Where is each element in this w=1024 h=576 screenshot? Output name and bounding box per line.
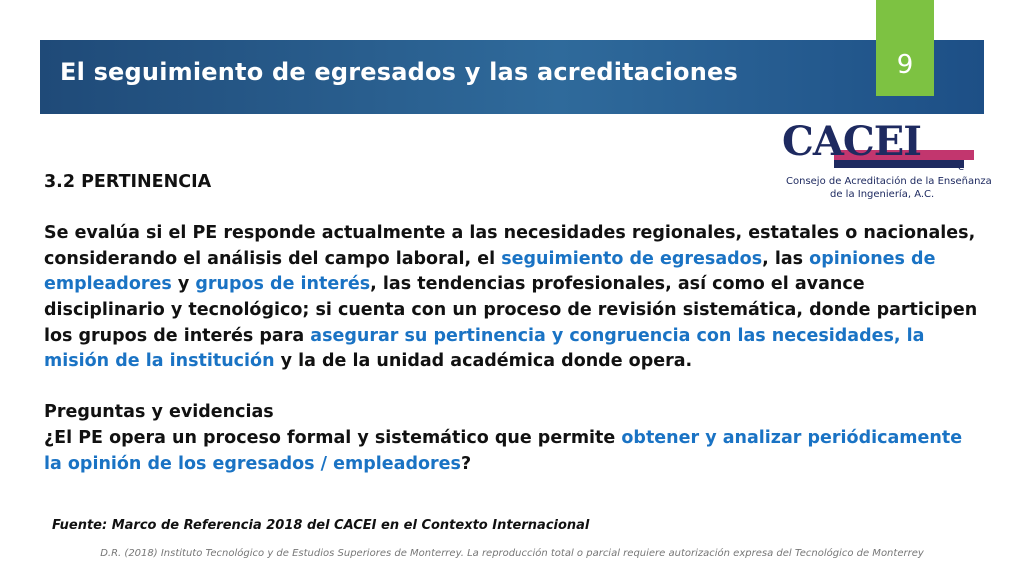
source-note: Fuente: Marco de Referencia 2018 del CACEI en el Contexto Internacional xyxy=(52,518,590,533)
logo-tagline-2: de la Ingeniería, A.C. xyxy=(830,189,935,200)
para-text-1: Se evalúa si el PE responde actualmente a las necesidades regionales, estatales o nacionales, considerando el análisis del campo laboral, el xyxy=(44,223,976,269)
logo-suffix: e xyxy=(958,162,965,173)
para-highlight-empleadores: opiniones de empleadores xyxy=(44,248,936,295)
question-paragraph xyxy=(44,426,984,477)
questions-heading: Preguntas y evidencias xyxy=(44,402,274,423)
logo-tagline-1: Consejo de Acreditación de la Enseñanza xyxy=(786,176,992,187)
page-number: 9 xyxy=(896,50,914,80)
para-text-4: , las tendencias profesionales, así como el avance disciplinario y tecnológico; si cuenta con un proceso de revisión sistemática, donde participen los grupos de interés para xyxy=(44,274,978,346)
para-text-2: , las xyxy=(762,248,810,269)
para-highlight-seguimiento: seguimiento de egresados xyxy=(501,248,763,269)
copyright-footer: D.R. (2018) Instituto Tecnológico y de Estudios Superiores de Monterrey. La reproducción total o parcial requiere autorización expresa del Tecnológico de Monterrey xyxy=(100,548,924,559)
slide-title: El seguimiento de egresados y las acreditaciones xyxy=(60,58,738,86)
para-highlight-grupos: grupos de interés xyxy=(195,274,371,295)
title-banner xyxy=(40,40,984,114)
para-highlight-pertinencia: asegurar su pertinencia y congruencia con las necesidades, la misión de la institución xyxy=(44,325,925,372)
page-number-tab xyxy=(876,0,934,96)
para-text-3: y xyxy=(171,274,196,295)
logo-wordmark: CACEI xyxy=(782,118,921,165)
question-text-1: ¿El PE opera un proceso formal y sistemático que permite xyxy=(44,427,622,448)
question-text-2: ? xyxy=(460,453,472,474)
slide-body xyxy=(44,170,984,477)
question-highlight: obtener y analizar periódicamente la opinión de los egresados / empleadores xyxy=(44,427,963,474)
para-text-5: y la de la unidad académica donde opera. xyxy=(274,351,693,372)
section-heading: 3.2 PERTINENCIA xyxy=(44,172,212,192)
pertinencia-paragraph xyxy=(44,221,984,375)
